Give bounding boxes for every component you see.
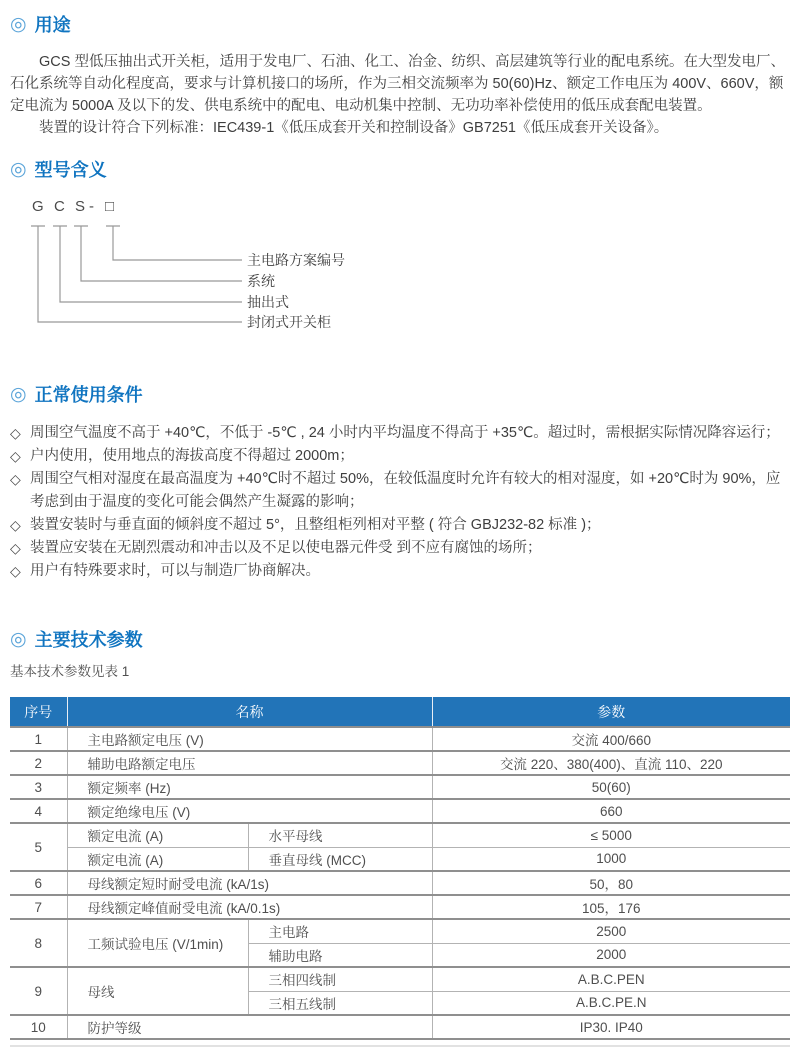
model-label-scheme-number: 主电路方案编号: [247, 252, 345, 268]
table-row: [10, 895, 790, 919]
bullseye-icon: ◎: [10, 629, 27, 650]
cell-subname: 三相四线制: [248, 967, 432, 991]
cell-param: 50(60): [432, 775, 790, 799]
cell-number: 5: [10, 823, 67, 871]
cell-param: IP30. IP40: [432, 1015, 790, 1039]
cell-subname: 垂直母线 (MCC): [248, 847, 432, 871]
cell-param: 2000: [432, 943, 790, 967]
section-title-parameters: 主要技术参数: [34, 630, 143, 650]
condition-text: 装置安装时与垂直面的倾斜度不超过 5°，且整组柜列相对平整 ( 符合 GBJ232-82 标准 )；: [30, 517, 601, 533]
cell-name: 额定频率 (Hz): [67, 775, 432, 799]
table-row: [10, 871, 790, 895]
table-row: [10, 919, 790, 943]
section-title-usage: 用途: [34, 15, 71, 35]
model-letter-c: C: [54, 198, 65, 215]
cell-param: 交流 400/660: [432, 727, 790, 751]
bullseye-icon: ◎: [10, 159, 27, 180]
cell-param: A.B.C.PE.N: [432, 991, 790, 1015]
cell-param: 660: [432, 799, 790, 823]
cell-number: 2: [10, 751, 67, 775]
table-row: [10, 1015, 790, 1039]
table-reference-note: 基本技术参数见表 1: [10, 664, 130, 679]
diamond-icon: ◇: [10, 540, 21, 556]
table-header-row: [10, 697, 790, 727]
diamond-icon: ◇: [10, 471, 21, 487]
model-letter-s: S: [75, 198, 86, 215]
cell-param: 交流 220、380(400)、直流 110、220: [432, 751, 790, 775]
cell-name: 母线额定峰值耐受电流 (kA/0.1s): [67, 895, 432, 919]
table-subrow: [10, 847, 790, 871]
condition-item: [10, 514, 790, 537]
usage-text-block: [10, 51, 790, 139]
cell-param: 1000: [432, 847, 790, 871]
header-cell-number: 序号: [10, 697, 67, 727]
cell-number: 8: [10, 919, 67, 967]
cell-param: A.B.C.PEN: [432, 967, 790, 991]
cell-number: 9: [10, 967, 67, 1015]
table-row: [10, 727, 790, 751]
section-heading-conditions: [10, 384, 790, 406]
model-label-withdrawable: 抽出式: [247, 294, 289, 310]
cell-name: 母线额定短时耐受电流 (kA/1s): [67, 871, 432, 895]
model-label-system: 系统: [247, 273, 275, 289]
condition-text: 用户有特殊要求时，可以与制造厂协商解决。: [30, 563, 320, 579]
table-row: [10, 751, 790, 775]
diamond-icon: ◇: [10, 517, 21, 533]
cell-param: 105，176: [432, 895, 790, 919]
diamond-icon: ◇: [10, 563, 21, 579]
model-letter-dash: -: [89, 198, 94, 215]
condition-item: [10, 537, 790, 560]
diamond-icon: ◇: [10, 425, 21, 441]
table-row: [10, 775, 790, 799]
cell-name: 母线: [67, 967, 248, 1015]
table-row: [10, 967, 790, 991]
cell-name: 额定绝缘电压 (V): [67, 799, 432, 823]
cell-name: 额定电流 (A): [67, 823, 248, 847]
cell-subname: 三相五线制: [248, 991, 432, 1015]
model-designation-diagram: [10, 194, 780, 344]
cell-number: 6: [10, 871, 67, 895]
condition-item: [10, 468, 790, 514]
model-label-enclosed-switchgear: 封闭式开关柜: [247, 314, 331, 330]
condition-item: [10, 560, 790, 583]
model-connector-lines: [10, 194, 780, 344]
section-heading-model: [10, 159, 790, 181]
cell-number: 1: [10, 727, 67, 751]
diamond-icon: ◇: [10, 448, 21, 464]
cell-number: 4: [10, 799, 67, 823]
model-letter-box: □: [105, 198, 115, 215]
technical-parameters-table: [10, 697, 790, 1040]
cell-subname: 水平母线: [248, 823, 432, 847]
cell-param: 2500: [432, 919, 790, 943]
cell-subname: 辅助电路: [248, 943, 432, 967]
condition-text: 周围空气温度不高于 +40℃，不低于 -5℃ , 24 小时内平均温度不得高于 +35℃。超过时，需根据实际情况降容运行；: [30, 425, 780, 441]
bullseye-icon: ◎: [10, 384, 27, 405]
bullseye-icon: ◎: [10, 14, 27, 35]
cell-param: ≤ 5000: [432, 823, 790, 847]
model-letter-g: G: [32, 198, 44, 215]
cell-name: 主电路额定电压 (V): [67, 727, 432, 751]
header-cell-param: 参数: [432, 697, 790, 727]
header-cell-name: 名称: [67, 697, 432, 727]
conditions-list: [10, 422, 790, 583]
condition-text: 户内使用，使用地点的海拔高度不得超过 2000m；: [30, 448, 354, 464]
cell-number: 10: [10, 1015, 67, 1039]
condition-text: 周围空气相对湿度在最高温度为 +40℃时不超过 50%，在较低温度时允许有较大的相对湿度，如 +20℃时为 90%，应考虑到由于温度的变化可能会偶然产生凝露的影响；: [30, 471, 781, 510]
condition-text: 装置应安装在无剧烈震动和冲击以及不足以使电器元件受 到不应有腐蚀的场所；: [30, 540, 542, 556]
usage-paragraph-1: GCS 型低压抽出式开关柜，适用于发电厂、石油、化工、冶金、纺织、高层建筑等行业的配电系统。在大型发电厂、石化系统等自动化程度高，要求与计算机接口的场所，作为三相交流频率为 50(60)Hz、额定工作电压为 400V、660V，额定电流为 5000A 及以下的发、供电系统中的配电、电动机集中控制、无功功率补偿使用的低压成套配电装置。: [10, 54, 785, 114]
cell-name: 防护等级: [67, 1015, 432, 1039]
section-title-conditions: 正常使用条件: [34, 385, 143, 405]
cell-number: 7: [10, 895, 67, 919]
condition-item: [10, 445, 790, 468]
page-bottom-divider: [10, 1045, 790, 1047]
cell-name: 辅助电路额定电压: [67, 751, 432, 775]
section-title-model: 型号含义: [34, 160, 107, 180]
cell-name: 工频试验电压 (V/1min): [67, 919, 248, 967]
section-heading-usage: [10, 14, 790, 36]
cell-name: 额定电流 (A): [67, 847, 248, 871]
cell-param: 50，80: [432, 871, 790, 895]
condition-item: [10, 422, 790, 445]
table-row: [10, 823, 790, 847]
section-heading-parameters: [10, 629, 790, 651]
cell-number: 3: [10, 775, 67, 799]
cell-subname: 主电路: [248, 919, 432, 943]
usage-paragraph-2: 装置的设计符合下列标准：IEC439-1《低压成套开关和控制设备》GB7251《低压成套开关设备》。: [39, 120, 669, 136]
table-row: [10, 799, 790, 823]
